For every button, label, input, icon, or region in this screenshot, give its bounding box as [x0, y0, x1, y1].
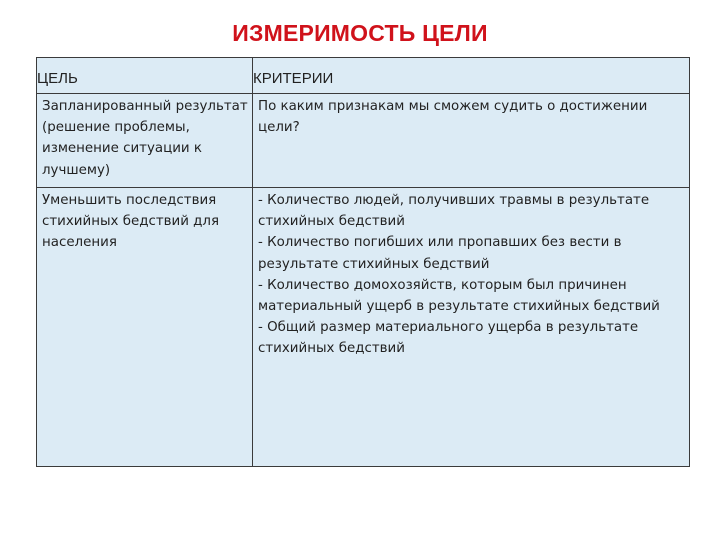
column-header-criteria: КРИТЕРИИ	[253, 58, 690, 94]
table-header-row	[37, 58, 690, 94]
column-header-goal: ЦЕЛЬ	[37, 58, 253, 94]
criteria-item: По каким признакам мы сможем судить о достижении цели?	[258, 99, 648, 136]
criteria-item: - Количество домохозяйств, которым был причинен материальный ущерб в результате стихийных бедствий	[258, 277, 660, 315]
goal-cell: Запланированный результат (решение проблемы, изменение ситуации к лучшему)	[37, 94, 253, 188]
table-row	[37, 94, 690, 188]
goal-criteria-table	[36, 57, 690, 467]
goal-cell: Уменьшить последствия стихийных бедствий для населения	[37, 188, 253, 467]
criteria-item: - Количество погибших или пропавших без вести в результате стихийных бедствий	[258, 235, 622, 272]
slide-title: ИЗМЕРИМОСТЬ ЦЕЛИ	[232, 20, 488, 46]
criteria-item: - Общий размер материального ущерба в результате стихийных бедствий	[258, 320, 639, 357]
criteria-item: - Количество людей, получивших травмы в результате стихийных бедствий	[258, 193, 650, 230]
criteria-cell	[253, 94, 690, 188]
table-row	[37, 188, 690, 467]
criteria-cell	[253, 188, 690, 467]
